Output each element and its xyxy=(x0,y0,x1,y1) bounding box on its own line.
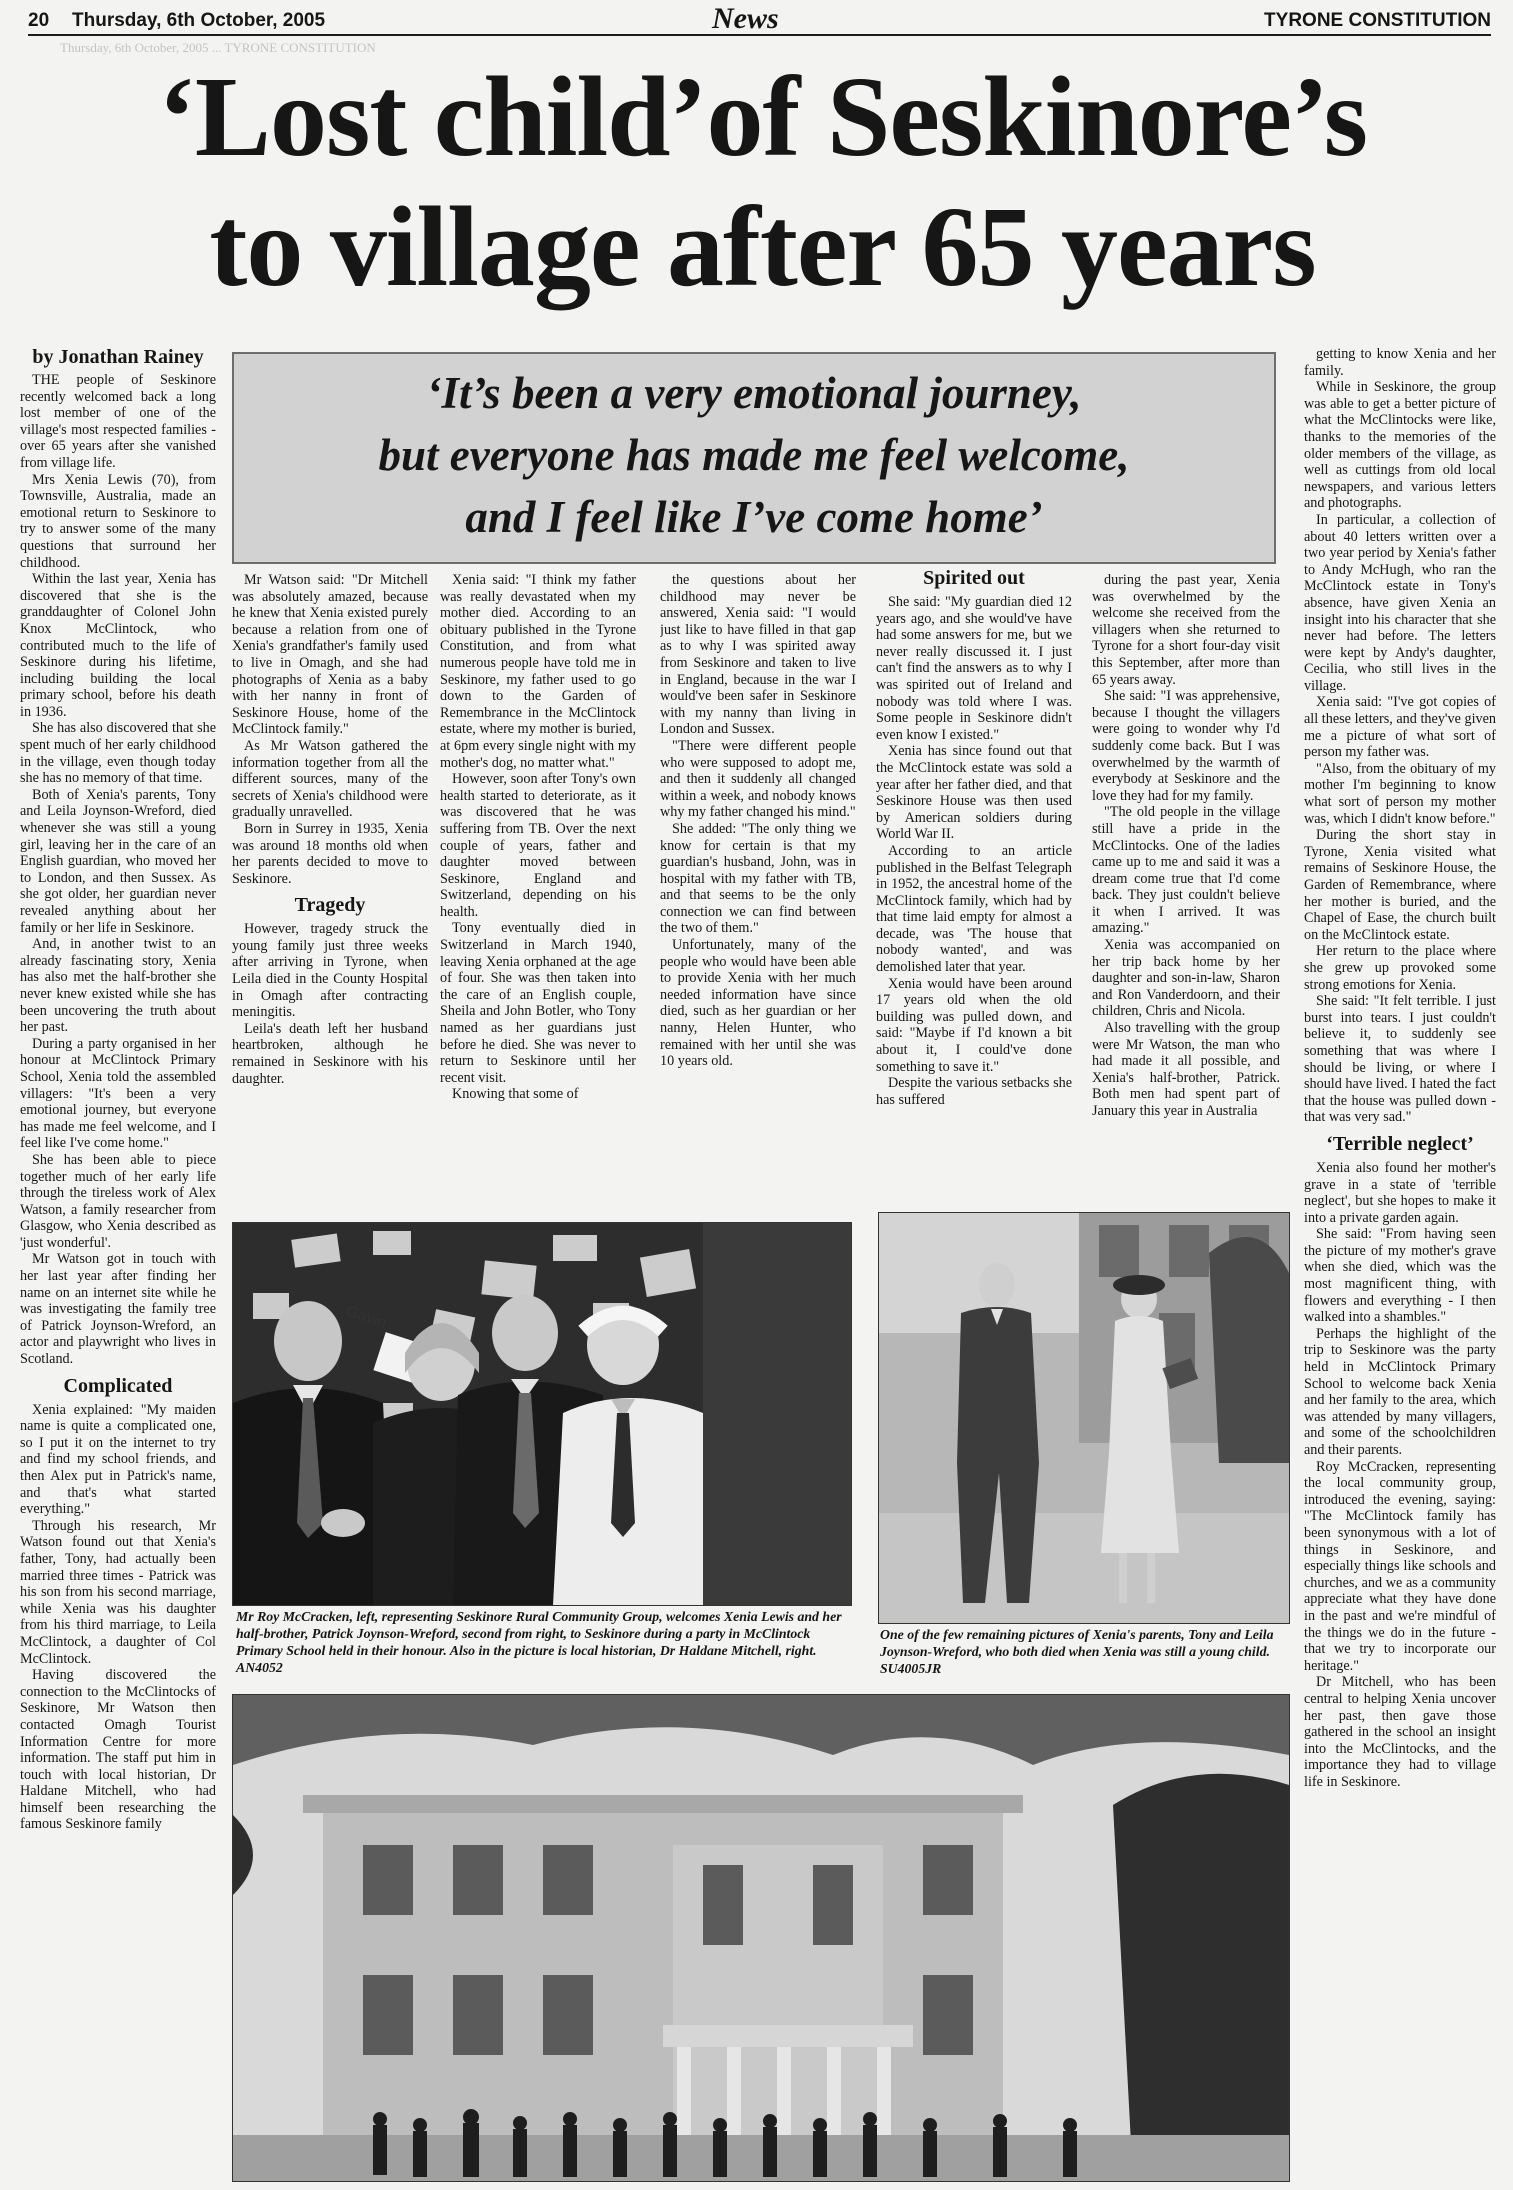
headline-line-2: to village after 65 years xyxy=(209,183,1316,310)
parents-photo-caption: One of the few remaining pictures of Xenia's parents, Tony and Leila Joynson-Wreford, who both died when Xenia was still a young child. SU4005JR xyxy=(880,1627,1274,1676)
paragraph: In particular, a collection of about 40 letters written over a two year period by Xenia's father to Andy McHugh, who ran the McClintock estate in Tony's absence, have given Xenia an insight into his character that she never had before. The letters were kept by Andy's daughter, Cecilia, who still lives in the village. xyxy=(1304,511,1496,694)
pull-quote-line-3: and I feel like I’ve come home’ xyxy=(465,492,1043,542)
issue-date: Thursday, 6th October, 2005 xyxy=(72,10,326,31)
paragraph: However, tragedy struck the young family just three weeks after arriving in Tyrone, when Leila died in the County Hospital in Omagh after contracting meningitis. xyxy=(232,921,428,1021)
subheading-spirited-out: Spirited out xyxy=(923,567,1025,589)
pull-quote-box xyxy=(232,352,1276,564)
photo-sign-text: Gavin xyxy=(343,1302,389,1333)
article-column-4 xyxy=(660,572,856,1212)
paragraph: Unfortunately, many of the people who would have been able to provide Xenia with her much needed information have since died, such as her guardian or her nanny, Helen Hunter, who remained with her until she was 10 years old. xyxy=(660,937,856,1070)
paragraph: She has been able to piece together much of her early life through the tireless work of Alex Watson, a family researcher from Glasgow, who Xenia described as 'just wonderful'. xyxy=(20,1151,216,1251)
paragraph: during the past year, Xenia was overwhelmed by the welcome she received from the villagers when she returned to Tyrone for a short four-day visit this September, after more than 65 years away. xyxy=(1092,572,1280,688)
paragraph: She said: "I was apprehensive, because I thought the villagers were going to wonder why I'd suddenly come back. But I was overwhelmed by the warmth of everybody at Seskinore and the love they had for my family. xyxy=(1092,688,1280,804)
paragraph: Through his research, Mr Watson found out that Xenia's father, Tony, had actually been married three times - Patrick was his son from his second marriage, while Xenia was his daughter from his third marriage, to Leila McClintock, a daughter of Col McClintock. xyxy=(20,1517,216,1667)
paragraph: Mr Watson said: "Dr Mitchell was absolutely amazed, because he knew that Xenia existed purely because a relation from one of Xenia's grandfather's family used to live in Omagh, and she had photographs of Xenia as a baby with her nanny in front of Seskinore House, home of the McClintock family." xyxy=(232,572,428,738)
paragraph: During the short stay in Tyrone, Xenia visited what remains of Seskinore House, the Garden of Remembrance, where her mother is buried, and the Chapel of Ease, the church built on the McClintock estate. xyxy=(1304,827,1496,943)
section-label: News xyxy=(712,2,779,35)
paragraph: Xenia would have been around 17 years old when the old building was pulled down, and said: "Maybe if I'd known a bit about it, I could've done something to save it." xyxy=(876,975,1072,1075)
pull-quote-line-1: ‘It’s been a very emotional journey, xyxy=(426,368,1082,418)
paragraph: Xenia said: "I think my father was really devastated when my mother died. According to an obituary published in the Tyrone Constitution, and from what numerous people have told me in Seskinore, my father used to go down to the Garden of Remembrance in the McClintock estate, where my mother is buried, at 6pm every single night with my mother's dog, no matter what." xyxy=(440,572,636,771)
paragraph: Also travelling with the group were Mr Watson, the man who had made it all possible, and Xenia's half-brother, Patrick. Both men had spent part of January this year in Australia xyxy=(1092,1020,1280,1119)
paragraph: Mr Watson got in touch with her last year after finding her name on an internet site while he was investigating the family tree of Patrick Joynson-Wreford, an actor and playwright who lives in Scotland. xyxy=(20,1251,216,1368)
paragraph: However, soon after Tony's own health started to deteriorate, as it was discovered that he was suffering from TB. Over the next couple of years, father and daughter moved between Seskinore, England and Switzerland, depending on his health. xyxy=(440,771,636,920)
col1-paragraphs xyxy=(20,372,216,1368)
paragraph: Her return to the place where she grew up provoked some strong emotions for Xenia. xyxy=(1304,943,1496,993)
paragraph: Perhaps the highlight of the trip to Seskinore was the party held in McClintock Primary School to welcome back Xenia and her family to the area, which was attended by many villagers, and some of the schoolchildren and their parents. xyxy=(1304,1325,1496,1458)
paragraph: During a party organised in her honour at McClintock Primary School, Xenia told the assembled villagers: "It's been a very emotional journey, but everyone has made me feel welcome, and I feel like I've come home." xyxy=(20,1035,216,1152)
paragraph: And, in another twist to an already fascinating story, Xenia has also met the half-brother she never knew existed while she has been uncovering the truth about her past. xyxy=(20,936,216,1036)
article-column-3 xyxy=(440,572,636,1212)
col5-paragraphs xyxy=(876,594,1072,1108)
paragraph: THE people of Seskinore recently welcomed back a long lost member of one of the village's most respected families - over 65 years after she vanished from village life. xyxy=(20,372,216,471)
paragraph: Xenia was accompanied on her trip back home by her daughter and son-in-law, Sharon and Ron Vanderdoorn, and their children, Chris and Nicola. xyxy=(1092,937,1280,1020)
article-column-6 xyxy=(1092,572,1280,1212)
paragraph: She said: "My guardian died 12 years ago, and she would've have had some answers for me, but we never really discussed it. I just can't find the answers as to why I was spirited out of Ireland and nobody was told where I was. Some people in Seskinore didn't even know I existed." xyxy=(876,594,1072,743)
paragraph: Xenia said: "I've got copies of all these letters, and they've given me a picture of what sort of person my father was. xyxy=(1304,694,1496,761)
paragraph: Born in Surrey in 1935, Xenia was around 18 months old when her parents decided to move to Seskinore. xyxy=(232,820,428,887)
paragraph: Both of Xenia's parents, Tony and Leila Joynson-Wreford, died whenever she was still a young girl, leaving her in the care of an English guardian, who moved her to London, and then Sussex. As she got older, her guardian never revealed anything about her family or her life in Seskinore. xyxy=(20,786,216,936)
col7-paragraphs xyxy=(1304,346,1496,1126)
paragraph: She said: "It felt terrible. I just burst into tears. I just couldn't believe it, to suddenly see something that was where I should be living, or where I should have lived. I hated the fact that the house was pulled down - that was very sad." xyxy=(1304,993,1496,1126)
paragraph: According to an article published in the Belfast Telegraph in 1952, the ancestral home of the McClintock family, which had by that time laid empty for almost a decade, was 'The house that nobody wanted', and was demolished later that year. xyxy=(876,842,1072,976)
paragraph: Leila's death left her husband heartbroken, although he remained in Seskinore with his daughter. xyxy=(232,1020,428,1087)
paragraph: Xenia has since found out that the McClintock estate was sold a year after her father died, and that Seskinore House was then used by American soldiers during World War II. xyxy=(876,743,1072,843)
col6-paragraphs xyxy=(1092,572,1280,1120)
paragraph: Xenia also found her mother's grave in a state of 'terrible neglect', but she hopes to make it into a private garden again. xyxy=(1304,1159,1496,1226)
pull-quote-line-2: but everyone has made me feel welcome, xyxy=(378,430,1130,480)
paragraph: As Mr Watson gathered the information together from all the different sources, many of the secrets of Xenia's childhood were gradually unravelled. xyxy=(232,737,428,821)
paragraph: "Also, from the obituary of my mother I'm beginning to know what sort of person my mother was, which I didn't know before." xyxy=(1304,760,1496,827)
show-through-text: Thursday, 6th October, 2005 ... TYRONE CONSTITUTION xyxy=(60,40,376,55)
group-photo xyxy=(232,1222,852,1606)
paragraph: Having discovered the connection to the McClintocks of Seskinore, Mr Watson then contacted Omagh Tourist Information Centre for more information. The staff put him in touch with local historian, Dr Haldane Mitchell, who had himself been researching the famous Seskinore family xyxy=(20,1667,216,1833)
paragraph: Within the last year, Xenia has discovered that she is the granddaughter of Colonel John Knox McClintock, who contributed much to the life of Seskinore during his lifetime, including building the local primary school, before his death in 1936. xyxy=(20,571,216,720)
article-column-5 xyxy=(876,566,1072,1212)
subheading-complicated: Complicated xyxy=(63,1374,173,1397)
group-photo-drawing xyxy=(233,1223,851,1605)
byline: by Jonathan Rainey xyxy=(32,346,204,368)
masthead-rule xyxy=(28,34,1491,36)
paragraph: the questions about her childhood may never be answered, Xenia said: "I would just like to have filled in that gap as to why I was spirited away from Seskinore and taken to live in England, because in the war I would've been safer in Seskinore with my nanny than living in London and Sussex. xyxy=(660,572,856,738)
col4-paragraphs xyxy=(660,572,856,1070)
paragraph: Knowing that some of xyxy=(452,1086,579,1103)
paragraph: getting to know Xenia and her family. xyxy=(1304,346,1496,379)
parents-photo-drawing xyxy=(879,1213,1289,1623)
paragraph: While in Seskinore, the group was able to get a better picture of what the McClintocks were like, thanks to the memories of the older members of the village, as well as cuttings from old local newspapers, and various letters and photographs. xyxy=(1304,379,1496,512)
article-column-1 xyxy=(20,346,216,2184)
group-photo-caption: Mr Roy McCracken, left, representing Seskinore Rural Community Group, welcomes Xenia Lewis and her half-brother, Patrick Joynson-Wreford, second from right, to Seskinore during a party in McClintock Primary School held in their honour. Also in the picture is local historian, Dr Haldane Mitchell, right. AN4052 xyxy=(236,1609,842,1675)
paragraph: Tony eventually died in Switzerland in March 1940, leaving Xenia orphaned at the age of four. She was then taken into the care of an English couple, Sheila and John Botler, who Tony named as her guardians just before he died. She was never to return to Seskinore until her recent visit. xyxy=(440,920,636,1086)
paragraph: "The old people in the village still have a pride in the McClintocks. One of the ladies came up to me and said it was a dream come true that I'd come back. They just couldn't believe it when I arrived. It was amazing." xyxy=(1092,804,1280,937)
paragraph: Xenia explained: "My maiden name is quite a complicated one, so I put it on the internet to try and find my school friends, and then Alex put in Patrick's name, and that's what started everything." xyxy=(20,1401,216,1518)
subheading-terrible-neglect: ‘Terrible neglect’ xyxy=(1326,1132,1474,1155)
page-number: 20 xyxy=(28,10,50,31)
paragraph: She has also discovered that she spent much of her early childhood in the village, even though today she has no memory of that time. xyxy=(20,720,216,787)
col2-paragraphs xyxy=(232,572,428,887)
col2-after-paragraphs xyxy=(232,921,428,1087)
headline-line-1: ‘Lost child’of Seskinore’s xyxy=(157,53,1368,180)
paragraph: Mrs Xenia Lewis (70), from Townsville, Australia, made an emotional return to Seskinore to try to answer some of the many questions that surround her childhood. xyxy=(20,471,216,571)
article-column-7 xyxy=(1304,346,1496,2184)
col3-paragraphs xyxy=(440,572,636,1103)
col1-after-paragraphs xyxy=(20,1402,216,1833)
article-column-2 xyxy=(232,572,428,1212)
headline xyxy=(30,52,1495,312)
paragraph: She added: "The only thing we know for certain is that my guardian's husband, John, was in hospital with my father with TB, and that seems to be the only connection we can find between the two of them." xyxy=(660,820,856,937)
seskinore-house-drawing xyxy=(233,1695,1289,2181)
seskinore-house-photo xyxy=(232,1694,1290,2182)
paragraph: Roy McCracken, representing the local community group, introduced the evening, saying: "The McClintock family has been synonymous with a lot of things in Seskinore, and especially things like schools and churches, and we as a community appreciate what they have done in the past and we're mindful of the things we do in the future - that we try to incorporate our heritage." xyxy=(1304,1458,1496,1674)
paragraph: Dr Mitchell, who has been central to helping Xenia uncover her past, then gave those gathered in the school an insight into the McClintocks, and the importance they had to village life in Seskinore. xyxy=(1304,1674,1496,1790)
paragraph: "There were different people who were supposed to adopt me, and then it suddenly all changed within a week, and nobody knows why my father changed his mind." xyxy=(660,737,856,821)
col7-after-paragraphs xyxy=(1304,1160,1496,1791)
paragraph: She said: "From having seen the picture of my mother's grave when she died, which was the most magnificent thing, with flowers and everything - I then walked into a shambles." xyxy=(1304,1226,1496,1326)
parents-photo xyxy=(878,1212,1290,1624)
newspaper-name: TYRONE CONSTITUTION xyxy=(1264,10,1491,31)
subheading-tragedy: Tragedy xyxy=(294,894,366,917)
paragraph: Despite the various setbacks she has suffered xyxy=(876,1075,1072,1108)
